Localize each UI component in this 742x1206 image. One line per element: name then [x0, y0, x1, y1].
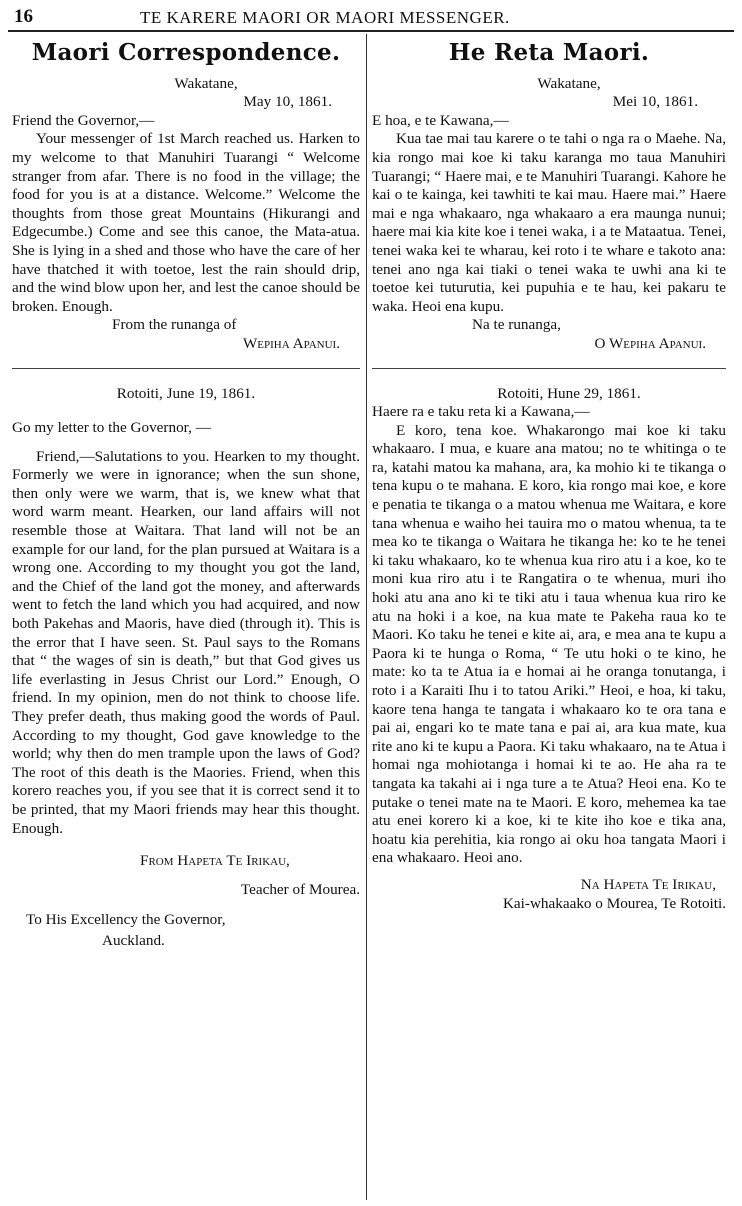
reta2-body: E koro, tena koe. Whakarongo mai koe ki taku whakaaro. I mua, e kuare ana matou; no te whitinga o te ra, katahi matou ka mahana, ara, ka mohio ki te tikanga o tena kupu o te mahana. E koro, kia rongo mai koe, e kore e penatia te tikanga o a matou whenua me Waitara, e kore tana whenua e waiho hei tauira mo o matou whenua, ta te mea ko te tikanga o Waitara he tikanga he: ko te he tenei ki taku whakaaro, ko te whenua kua riro atu i a koe, ko te moni kua riro atu i te Rangatira o te whenua, muri iho hoki atu ana ano ki te tiki atu i taua whenua kua riro ke atu na hoki i a koe, na kua mate te Pakeha raua ko te Maori. Ko taku he tenei e kite ai, ara, e mea ana te kupu a Paora ki te hunga o Roma, “ Te utu hoki o te kino, he mate: ko ta te Atua ia e homai ai he oranga tonutanga, i roto i a Karaiti Ihu i to tatou Ariki.” Heoi, e hoa, ki taku, kaore tena hanga te tangata i whakaaro ko te ora tana e pai ai, engari ko te mate tana e pai ai, ara kua mate, kua rite ano ki te kupu a Paora. Ki taku whakaaro, na te Atua i homai nga mohiotanga i homai ki te ao. He aha ra te tangata ka takahi ai i nga ture a te Atua? Heoi ena. Ko te putake o tenei mate na te Maori. E koro, mehemea ka tae atu enei korero ki a koe, ki te kite iho koe e tika ana, hoatu kia perehitia, kia rongo ai oku hoa tangata Maori i ena whakaaro. Heoi ano. [372, 421, 726, 867]
letter2-from: From Hapeta Te Irikau, [140, 852, 290, 870]
reta1-signature: O Wepiha Apanui. [594, 334, 706, 352]
running-title: TE KARERE MAORI OR MAORI MESSENGER. [140, 8, 510, 27]
header-rule [8, 30, 734, 32]
reta1-from: Na te runanga, [472, 316, 561, 334]
maori-column [372, 36, 726, 913]
letter1-body: Your messenger of 1st March reached us. Harken to my welcome to that Manuhiri Tuarangi “ Welcome stranger from afar. There is no food in the village; the food for you is at a distance. Welcome.” Welcome the thoughts from those great Mountains (Hikurangi and Edgecumbe.) Come and see this canoe, the Mata-atua. She is lying in a shed and those who have the care of her have thatched it with toetoe, lest the rain should drip, and the wind blow upon her, and lest the canoe should be broken. Enough. [12, 130, 360, 315]
reta2-salutation: Haere ra e taku reta ki a Kawana,— [372, 403, 590, 421]
letter1-place: Wakatane, [174, 74, 238, 92]
letter2-role: Teacher of Mourea. [240, 880, 360, 898]
page-header [0, 6, 742, 28]
letter-separator [12, 368, 360, 369]
letter2-salutation: Go my letter to the Governor, — [12, 419, 211, 437]
letter2-date: Rotoiti, June 19, 1861. [116, 384, 256, 402]
address-line2: Auckland. [102, 931, 165, 949]
reta1-date: Mei 10, 1861. [612, 93, 698, 111]
reta1-body: Kua tae mai tau karere o te tahi o nga ra o Maehe. Na, kia rongo mai koe ki taku karanga mo taua Manuhiri Tuarangi; “ Haere mai, e te Manuhiri Tuarangi. Kahore he kai o te kainga, kei tawhiti te kai mau. Haere mai.” Haere mai e nga whakaaro, nga whakaaro a era maunga nunui; haere mai kia kite koe i tenei waka, i a te Mataatua. Tenei, tenei waka kei te wharau, kei roto i te whare e takoto ana: tenei ano nga kai tiaki o tenei waka te uwhi ana ki te toetoe kei tuturutia, kei pupuhia e te hau, kei pakaru te waka. Heoi ena kupu. [372, 130, 726, 315]
reta-separator [372, 368, 726, 369]
reta2-date: Rotoiti, Hune 29, 1861. [497, 384, 641, 402]
reta1-salutation: E hoa, e te Kawana,— [372, 111, 509, 129]
reta1-place: Wakatane, [537, 74, 601, 92]
letter2-body: Friend,—Salutations to you. Hearken to my thought. Formerly we were in ignorance; when the sun shone, then only were we warm, that is, we knew what that word warm meant. Hearken, our land affairs will not resemble those at Waitara. That land will not be an example for our land, for the plan pursued at Waitara is a wrong one. According to my thought you got the land, and the Chief of the land got the money, and afterwards went to fetch the land which you had acquired, and now both Pakehas and Maoris, have died (through it). This is the error that I have seen. St. Paul says to the Romans that “ the wages of sin is death,” but that God gives us life everlasting in Jesus Christ our Lord.” Enough, O friend. In my opinion, men do not think to choose life. They prefer death, thus making good the words of Paul. According to my thought, God gave knowledge to the world; why then do men trample upon the laws of God? The root of this death is the Maories. Friend, when this korero reaches you, if you see that it is correct send it to be printed, that my Maori friends may hear this thought. Enough. [12, 447, 360, 837]
maori-section-title: He Reta Maori. [448, 39, 650, 66]
reta2-signature: Na Hapeta Te Irikau, [580, 875, 716, 893]
letter1-salutation: Friend the Governor,— [12, 111, 155, 129]
english-section-title: Maori Correspondence. [31, 39, 341, 66]
address-line1: To His Excellency the Governor, [26, 911, 226, 929]
letter1-from: From the runanga of [112, 316, 237, 334]
letter1-date: May 10, 1861. [243, 93, 332, 111]
column-divider [366, 34, 367, 1200]
reta2-role: Kai-whakaako o Mourea, Te Rotoiti. [502, 894, 726, 912]
english-column [12, 36, 360, 951]
letter1-signature: Wepiha Apanui. [242, 334, 340, 352]
page-number: 16 [14, 6, 33, 27]
